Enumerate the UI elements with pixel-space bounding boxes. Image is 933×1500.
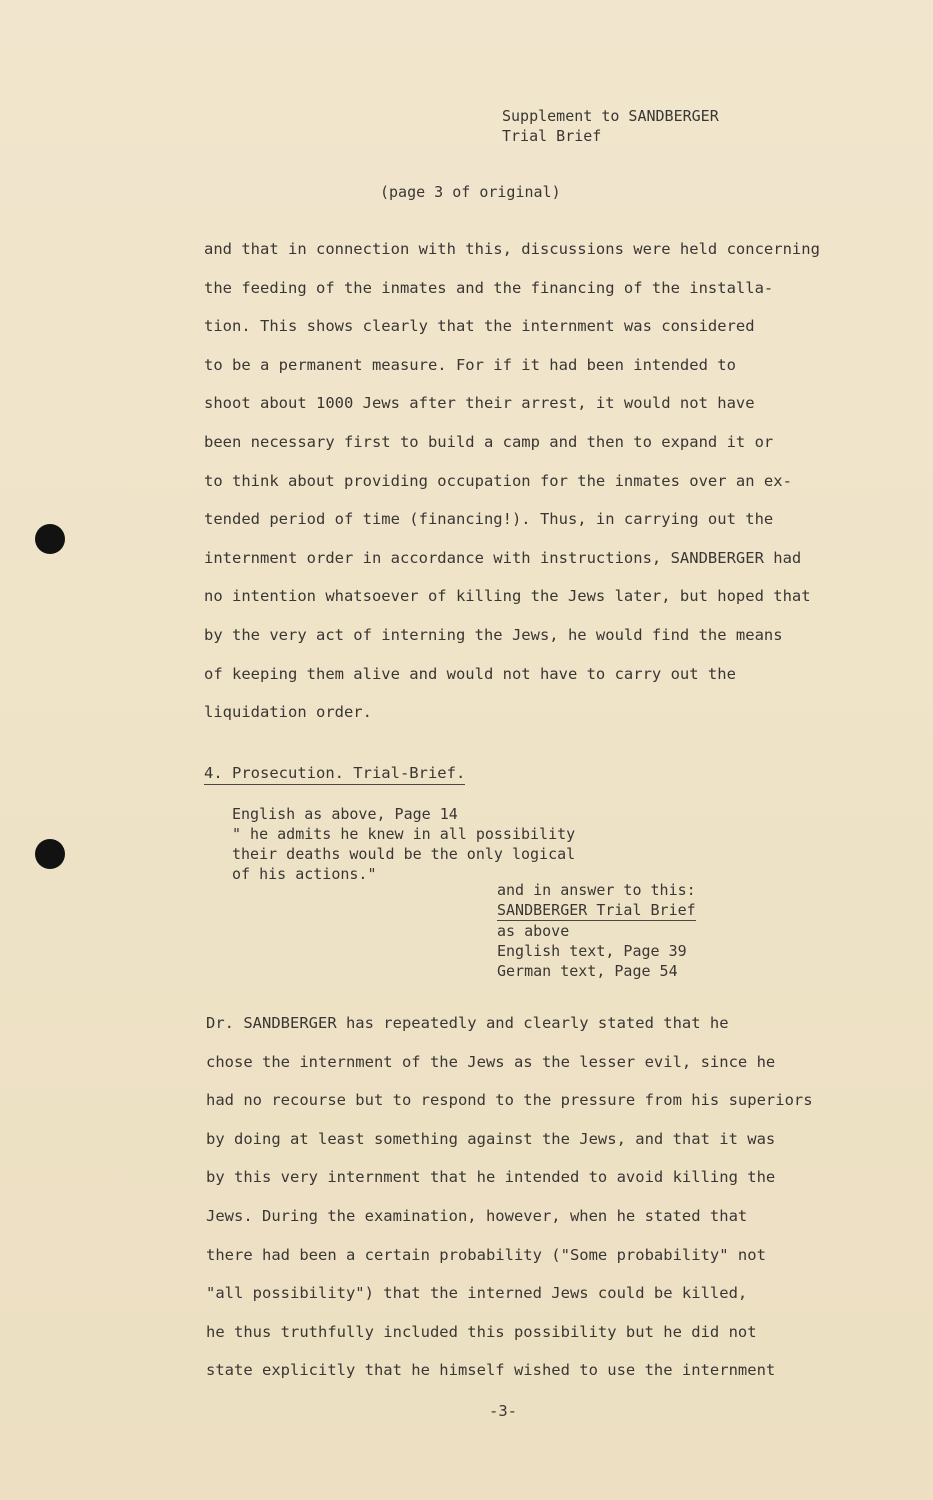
defense-reference xyxy=(497,880,696,981)
reply-title: SANDBERGER Trial Brief xyxy=(497,901,696,919)
text-line: of keeping them alive and would not have to carry out the xyxy=(204,664,736,683)
page-reference: (page 3 of original) xyxy=(380,183,561,201)
paragraph-2 xyxy=(206,1004,813,1390)
text-line: tended period of time (financing!). Thus, in carrying out the xyxy=(204,510,774,529)
punch-hole-upper xyxy=(35,524,65,554)
text-line: chose the internment of the Jews as the lesser evil, since he xyxy=(206,1052,776,1071)
reply-as-above: as above xyxy=(497,922,570,940)
text-line: Jews. During the examination, however, when he stated that xyxy=(206,1206,748,1225)
text-line: tion. This shows clearly that the internment was considered xyxy=(204,317,755,336)
text-line: internment order in accordance with instructions, SANDBERGER had xyxy=(204,548,802,567)
text-line: shoot about 1000 Jews after their arrest, it would not have xyxy=(204,394,755,413)
prosecution-quote xyxy=(232,804,575,884)
reply-english-page: English text, Page 39 xyxy=(497,942,687,960)
text-line: "all possibility") that the interned Jews could be killed, xyxy=(206,1284,748,1303)
quote-line: English as above, Page 14 xyxy=(232,805,458,823)
document-header xyxy=(502,106,719,146)
text-line: Dr. SANDBERGER has repeatedly and clearly stated that he xyxy=(206,1014,729,1032)
text-line: the feeding of the inmates and the financing of the installa- xyxy=(204,278,774,297)
text-line: by the very act of interning the Jews, he would find the means xyxy=(204,625,783,644)
header-line-1: Supplement to SANDBERGER xyxy=(502,107,719,125)
text-line: to think about providing occupation for the inmates over an ex- xyxy=(204,471,792,490)
punch-hole-lower xyxy=(35,839,65,869)
section-heading: 4. Prosecution. Trial-Brief. xyxy=(204,764,465,785)
quote-line: of his actions." xyxy=(232,865,377,883)
text-line: to be a permanent measure. For if it had been intended to xyxy=(204,355,736,374)
text-line: he thus truthfully included this possibility but he did not xyxy=(206,1322,757,1341)
text-line: been necessary first to build a camp and then to expand it or xyxy=(204,432,774,451)
text-line: state explicitly that he himself wished to use the internment xyxy=(206,1361,776,1380)
text-line: had no recourse but to respond to the pressure from his superiors xyxy=(206,1091,813,1110)
text-line: and that in connection with this, discussions were held concerning xyxy=(204,240,820,258)
header-line-2: Trial Brief xyxy=(502,127,602,145)
text-line: there had been a certain probability ("Some probability" not xyxy=(206,1245,766,1264)
text-line: liquidation order. xyxy=(204,703,372,722)
text-line: no intention whatsoever of killing the Jews later, but hoped that xyxy=(204,587,811,606)
paragraph-1 xyxy=(204,230,820,732)
quote-line: their deaths would be the only logical xyxy=(232,845,576,863)
text-line: by this very internment that he intended to avoid killing the xyxy=(206,1168,776,1187)
reply-intro: and in answer to this: xyxy=(497,881,696,899)
text-line: by doing at least something against the Jews, and that it was xyxy=(206,1129,776,1148)
reply-german-page: German text, Page 54 xyxy=(497,962,678,980)
page-number: -3- xyxy=(489,1402,517,1420)
quote-line: " he admits he knew in all possibility xyxy=(232,825,576,843)
